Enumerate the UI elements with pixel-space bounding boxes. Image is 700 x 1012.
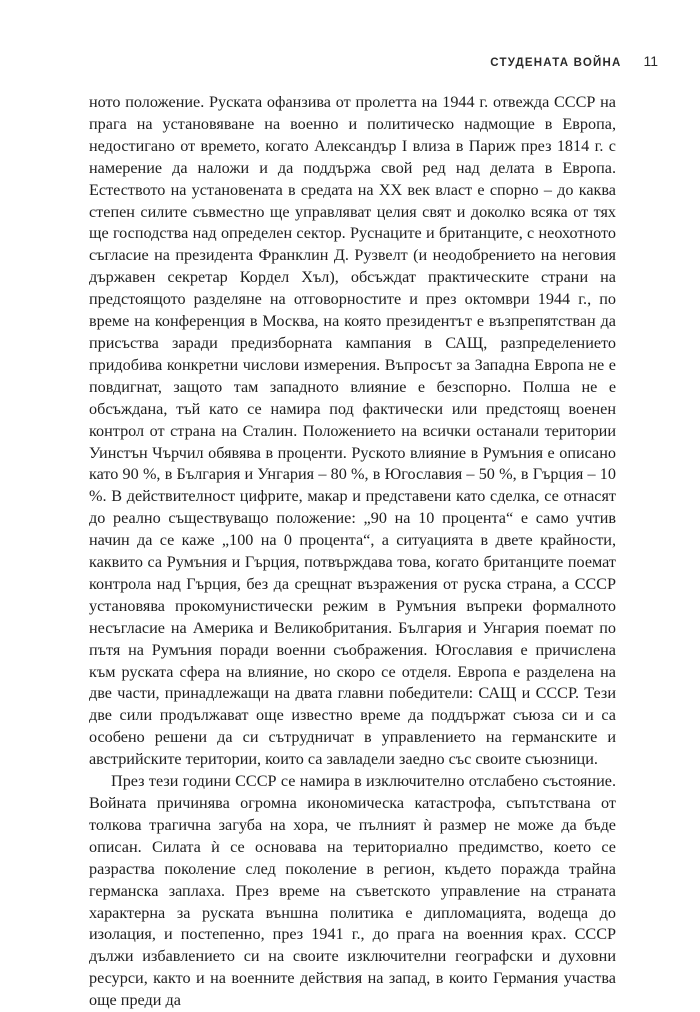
page-number: 11 — [643, 53, 658, 69]
page-header — [490, 53, 658, 69]
body-text — [89, 92, 616, 1012]
paragraph-1: ното положение. Руската офанзива от пролетта на 1944 г. отвежда СССР на прага на установяване на военно и политическо надмощие в Европа, недостигано от времето, когато Александър I влиза в Париж през 1814 г. с намерение да наложи и да поддържа свой ред над делата в Европа. Естеството на установената в средата на XX век власт е спорно – до каква степен силите съвместно ще управляват целия свят и доколко всяка от тях ще господства над определен сектор. Руснаците и британците, с неохотното съгласие на президента Франклин Д. Рузвелт (и неодобрението на неговия държавен секретар Кордел Хъл), обсъждат практическите страни на предстоящото разделяне на отговорностите и през октомври 1944 г., по време на конференция в Москва, на която президентът е възпрепятстван да присъства заради предизборната кампания в САЩ, разпределението придобива конкретни числови измерения. Въпросът за Западна Европа не е повдигнат, защото там западното влияние е безспорно. Полша не е обсъждана, тъй като се намира под фактически или предстоящ военен контрол от страна на Сталин. Положението на всички останали територии Уинстън Чърчил обявява в проценти. Руското влияние в Румъния е описано като 90 %, в България и Унгария – 80 %, в Югославия – 50 %, в Гърция – 10 %. В действителност цифрите, макар и представени като сделка, се отнасят до реално съществуващо положение: „90 на 10 процента“ е само учтив начин да се каже „100 на 0 процента“, а ситуацията в двете крайности, каквито са Румъния и Гърция, потвърждава това, когато британците поемат контрола над Гърция, без да срещнат възражения от руска страна, а СССР установява прокомунистически режим в Румъния въпреки формалното несъгласие на Америка и Великобритания. България и Унгария поемат по пътя на Румъния поради военни съображения. Югославия е причислена към руската сфера на влияние, но скоро се отделя. Европа е разделена на две части, принадлежащи на двата главни победители: САЩ и СССР. Тези две сили продължават още известно време да поддържат съюза си и са особено решени да си сътрудничат в управлението на германските и австрийските територии, които са завладели заедно със своите съюзници. — [89, 93, 616, 769]
paragraph-2: През тези години СССР се намира в изключително отслабено състояние. Войната причинява огромна икономическа катастрофа, съпътствана от толкова трагична загуба на хора, че пълният ѝ размер не може да бъде описан. Силата ѝ се основава на териториално предимство, което се разраства поколение след поколение в регион, където поражда трайна германска заплаха. През време на съветското управление на страната характерна за руската външна политика е дипломацията, водеща до изолация, и постепенно, през 1941 г., до прага на военния крах. СССР дължи избавлението си на своите изключителни географски и духовни ресурси, както и на военните действия на запад, в които Германия участва още преди да — [89, 772, 616, 1010]
running-head: СТУДЕНАТА ВОЙНА — [490, 57, 622, 69]
